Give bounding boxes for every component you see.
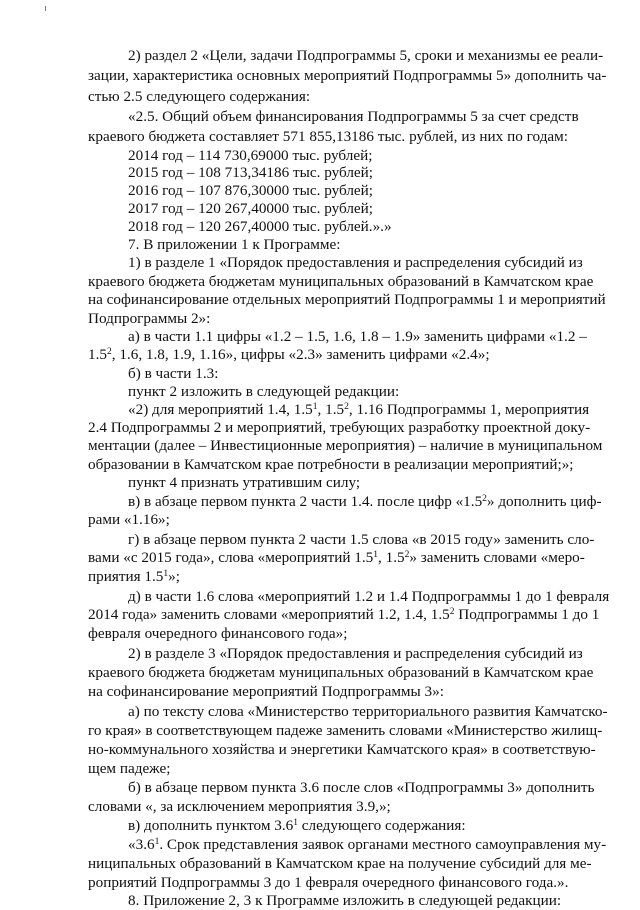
text-run: февраля очередного финансового года»;	[88, 625, 348, 642]
text-line	[88, 854, 592, 873]
text-run: го края» в соответствующем падеже заменить словами «Министерство жилищ-	[88, 722, 603, 739]
text-line	[88, 272, 594, 291]
text-run: » дополнить циф-	[486, 493, 602, 510]
text-run: 2018 год – 120 267,40000 тыс. рублей.».»	[128, 218, 392, 235]
superscript: 2	[482, 494, 487, 504]
text-run: ментации (далее – Инвестиционные мероприятия) – наличие в муниципальном	[88, 437, 603, 454]
text-line	[88, 455, 574, 474]
text-line	[128, 778, 595, 797]
text-run: »;	[168, 568, 180, 585]
text-line	[128, 217, 568, 236]
text-line	[128, 382, 568, 401]
text-line	[88, 663, 594, 682]
text-run: 2014 года» заменить словами «мероприятий 1.2, 1.4, 1.5	[88, 606, 450, 623]
text-run: следующего содержания:	[297, 817, 466, 834]
superscript: 1	[163, 569, 169, 579]
text-run: щем падеже;	[88, 760, 171, 777]
text-run: краевого бюджета составляет 571 855,13186 тыс. рублей, из них по годам:	[88, 128, 568, 145]
text-line	[128, 163, 568, 182]
text-run: 2) в разделе 3 «Порядок предоставления и распределения субсидий из	[128, 645, 583, 662]
text-line	[88, 290, 606, 309]
text-line	[88, 797, 568, 816]
text-run: словами «, за исключением мероприятия 3.9,»;	[88, 798, 391, 815]
text-line	[128, 364, 568, 383]
text-run: стью 2.5 следующего содержания:	[88, 88, 311, 105]
text-run: «2.5. Общий объем финансирования Подпрограммы 5 за счет средств	[128, 108, 579, 125]
text-line	[88, 682, 568, 701]
text-line	[128, 327, 587, 346]
text-run: . Срок представления заявок органами местного самоуправления му-	[159, 836, 607, 853]
text-run: образовании в Камчатском крае потребности в реализации мероприятий;»;	[88, 456, 574, 473]
text-run: «2) для мероприятий 1.4, 1.5	[128, 401, 313, 418]
text-line	[88, 624, 568, 643]
text-run: 2) раздел 2 «Цели, задачи Подпрограммы 5, сроки и механизмы ее реали-	[128, 47, 604, 64]
text-run: д) в части 1.6 слова «мероприятий 1.2 и 1.4 Подпрограммы 1 до 1 февраля	[128, 588, 610, 605]
text-run: 2014 год – 114 730,69000 тыс. рублей;	[128, 147, 373, 164]
text-line	[128, 181, 568, 200]
text-line	[128, 235, 568, 254]
text-run: вами «с 2015 года», слова «мероприятий 1.5	[88, 549, 374, 566]
text-run: краевого бюджета бюджетам муниципальных образований в Камчатском крае	[88, 664, 594, 681]
text-run: Подпрограммы 1 до 1	[454, 606, 600, 623]
text-line	[88, 345, 568, 364]
text-line	[128, 473, 568, 492]
text-run: на софинансирование мероприятий Подпрограммы 3»:	[88, 683, 444, 700]
text-run: а) в части 1.1 цифры «1.2 – 1.5, 1.6, 1.8 – 1.9» заменить цифрами «1.2 –	[128, 328, 587, 345]
text-run: краевого бюджета бюджетам муниципальных образований в Камчатском крае	[88, 273, 594, 290]
text-line	[128, 587, 610, 606]
text-run: «3.6	[128, 836, 155, 853]
text-run: г) в абзаце первом пункта 2 части 1.5 слова «в 2015 году» заменить сло-	[128, 531, 595, 548]
text-line	[88, 873, 568, 892]
text-run: в) дополнить пунктом 3.6	[128, 817, 294, 834]
text-run: ниципальных образований в Камчатском крае на получение субсидий для ме-	[88, 855, 592, 872]
text-line	[88, 436, 603, 455]
text-line	[88, 740, 596, 759]
text-run: , 1.6, 1.8, 1.9, 1.16», цифры «2.3» заменить цифрами «2.4»;	[111, 346, 490, 363]
text-line	[128, 253, 583, 272]
text-run: 2016 год – 107 876,30000 тыс. рублей;	[128, 182, 373, 199]
text-run: 8. Приложение 2, 3 к Программе изложить в следующей редакции:	[128, 892, 562, 909]
text-line	[128, 199, 568, 218]
text-line	[128, 816, 568, 835]
text-run: 7. В приложении 1 к Программе:	[128, 236, 341, 253]
text-line	[88, 759, 568, 778]
text-run: а) по тексту слова «Министерство территориального развития Камчатско-	[128, 703, 608, 720]
text-line	[88, 721, 603, 740]
superscript: 1	[373, 550, 379, 560]
text-line	[88, 87, 568, 106]
text-run: , 1.16 Подпрограммы 1, мероприятия	[348, 401, 590, 418]
text-run: 2.4 Подпрограммы 2 и мероприятий, требующих разработку проектной доку-	[88, 419, 591, 436]
superscript: 2	[404, 550, 410, 560]
text-run: пункт 2 изложить в следующей редакции:	[128, 383, 400, 400]
text-run: 2015 год – 108 713,34186 тыс. рублей;	[128, 164, 373, 181]
text-run: зации, характеристика основных мероприятий Подпрограммы 5» дополнить ча-	[88, 67, 607, 84]
text-run: Подпрограммы 2»:	[88, 310, 211, 327]
text-run: рами «1.16»;	[88, 511, 170, 528]
text-run: , 1.5	[317, 401, 345, 418]
text-run: » заменить словами «меро-	[409, 549, 585, 566]
text-line	[88, 127, 568, 146]
text-line	[88, 605, 600, 624]
text-line	[128, 702, 608, 721]
text-run: приятия 1.5	[88, 568, 164, 585]
superscript: 1	[154, 837, 160, 847]
text-run: , 1.5	[378, 549, 405, 566]
text-run: 2017 год – 120 267,40000 тыс. рублей;	[128, 200, 373, 217]
superscript: 1	[312, 402, 318, 412]
superscript: 1	[293, 818, 298, 828]
text-line	[88, 510, 568, 529]
text-run: пункт 4 признать утратившим силу;	[128, 474, 361, 491]
superscript: 2	[106, 347, 112, 357]
text-run: роприятий Подпрограммы 3 до 1 февраля очередного финансового года.».	[88, 874, 569, 891]
text-line	[88, 567, 568, 586]
text-line	[128, 400, 590, 419]
superscript: 2	[449, 607, 455, 617]
text-run: 1) в разделе 1 «Порядок предоставления и распределения субсидий из	[128, 254, 583, 271]
text-line	[88, 66, 607, 85]
text-line	[88, 309, 568, 328]
text-run: 1.5	[88, 346, 107, 363]
text-line	[128, 835, 607, 854]
text-line	[128, 492, 602, 511]
text-run: б) в абзаце первом пункта 3.6 после слов «Подпрограммы 3» дополнить	[128, 779, 595, 796]
scan-mark	[45, 6, 46, 11]
text-run: в) в абзаце первом пункта 2 части 1.4. после цифр «1.5	[128, 493, 483, 510]
text-line	[128, 530, 595, 549]
text-line	[128, 644, 583, 663]
text-run: на софинансирование отдельных мероприятий Подпрограммы 1 и мероприятий	[88, 291, 606, 308]
text-line	[128, 107, 579, 126]
text-line	[88, 548, 585, 567]
text-run: но-коммунального хозяйства и энергетики Камчатского края» в соответствую-	[88, 741, 596, 758]
text-line	[128, 891, 568, 910]
text-line	[128, 46, 604, 65]
superscript: 2	[344, 402, 349, 412]
text-line	[88, 418, 591, 437]
text-run: б) в части 1.3:	[128, 365, 219, 382]
